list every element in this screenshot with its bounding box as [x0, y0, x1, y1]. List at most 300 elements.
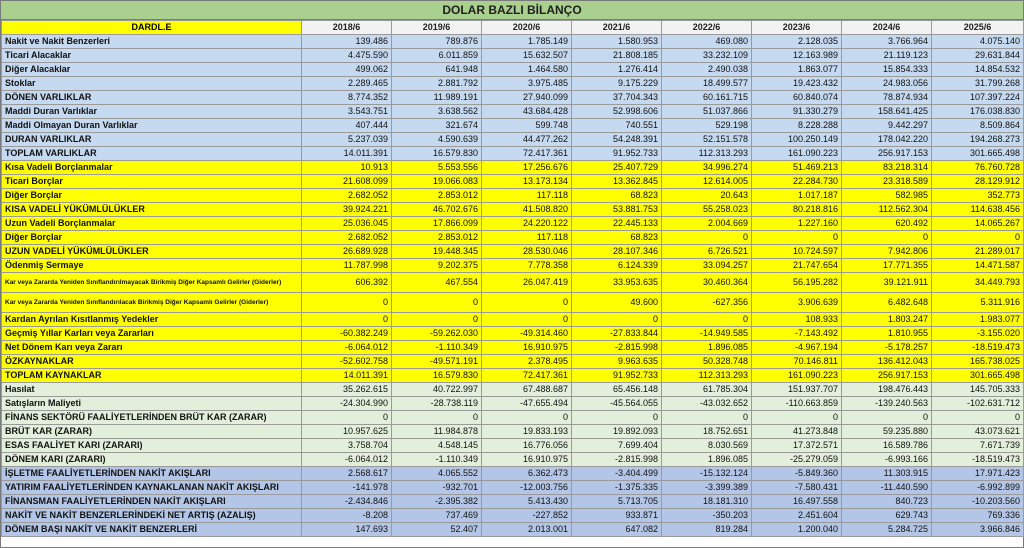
period-header: 2018/6: [302, 21, 392, 35]
value-cell: 22.284.730: [752, 175, 842, 189]
value-cell: 16.910.975: [482, 341, 572, 355]
period-header: 2022/6: [662, 21, 752, 35]
value-cell: 117.118: [482, 189, 572, 203]
value-cell: -12.003.756: [482, 481, 572, 495]
value-cell: 198.476.443: [842, 383, 932, 397]
value-cell: -49.571.191: [392, 355, 482, 369]
value-cell: 0: [752, 231, 842, 245]
value-cell: 112.313.293: [662, 369, 752, 383]
value-cell: 21.119.123: [842, 49, 932, 63]
value-cell: 0: [572, 411, 662, 425]
table-row: [2, 397, 1024, 411]
value-cell: -350.203: [662, 509, 752, 523]
value-cell: 108.933: [752, 313, 842, 327]
value-cell: 33.232.109: [662, 49, 752, 63]
value-cell: 60.161.715: [662, 91, 752, 105]
value-cell: -3.155.020: [932, 327, 1024, 341]
value-cell: -227.852: [482, 509, 572, 523]
value-cell: -45.564.055: [572, 397, 662, 411]
row-label: Diğer Borçlar: [2, 231, 302, 245]
value-cell: 12.614.005: [662, 175, 752, 189]
table-row: [2, 509, 1024, 523]
value-cell: -49.314.460: [482, 327, 572, 341]
period-header: 2020/6: [482, 21, 572, 35]
value-cell: 2.013.001: [482, 523, 572, 537]
value-cell: 19.066.083: [392, 175, 482, 189]
value-cell: 301.665.498: [932, 147, 1024, 161]
value-cell: 4.475.590: [302, 49, 392, 63]
value-cell: -47.655.494: [482, 397, 572, 411]
table-row: [2, 293, 1024, 313]
value-cell: 16.497.558: [752, 495, 842, 509]
value-cell: 72.417.361: [482, 147, 572, 161]
row-label: Maddi Duran Varlıklar: [2, 105, 302, 119]
row-label: FİNANSMAN FAALİYETLERİNDEN NAKİT AKIŞLARI: [2, 495, 302, 509]
value-cell: 0: [302, 293, 392, 313]
value-cell: 7.699.404: [572, 439, 662, 453]
value-cell: 16.579.830: [392, 369, 482, 383]
table-row: [2, 495, 1024, 509]
table-row: [2, 313, 1024, 327]
value-cell: 12.163.989: [752, 49, 842, 63]
value-cell: -11.440.590: [842, 481, 932, 495]
value-cell: 28.107.346: [572, 245, 662, 259]
value-cell: 1.227.160: [752, 217, 842, 231]
value-cell: 161.090.223: [752, 147, 842, 161]
value-cell: -2.815.998: [572, 453, 662, 467]
value-cell: 5.311.916: [932, 293, 1024, 313]
table-row: [2, 175, 1024, 189]
value-cell: 769.336: [932, 509, 1024, 523]
value-cell: 0: [302, 411, 392, 425]
value-cell: 8.030.569: [662, 439, 752, 453]
value-cell: -1.110.349: [392, 341, 482, 355]
value-cell: 11.984.878: [392, 425, 482, 439]
value-cell: 6.124.339: [572, 259, 662, 273]
value-cell: 1.803.247: [842, 313, 932, 327]
table-row: [2, 77, 1024, 91]
value-cell: 8.228.288: [752, 119, 842, 133]
value-cell: 17.372.571: [752, 439, 842, 453]
value-cell: 30.460.364: [662, 273, 752, 293]
value-cell: 8.509.864: [932, 119, 1024, 133]
value-cell: 78.874.934: [842, 91, 932, 105]
value-cell: 33.094.257: [662, 259, 752, 273]
table-row: [2, 133, 1024, 147]
value-cell: 0: [662, 231, 752, 245]
value-cell: 1.983.077: [932, 313, 1024, 327]
row-label: YATIRIM FAALİYETLERİNDEN KAYNAKLANAN NAKİT AKIŞLARI: [2, 481, 302, 495]
value-cell: -6.992.899: [932, 481, 1024, 495]
value-cell: 25.407.729: [572, 161, 662, 175]
table-row: [2, 35, 1024, 49]
value-cell: 7.942.806: [842, 245, 932, 259]
row-label: DURAN VARLIKLAR: [2, 133, 302, 147]
table-body: [2, 35, 1024, 537]
table-row: [2, 231, 1024, 245]
value-cell: 34.449.793: [932, 273, 1024, 293]
value-cell: -4.967.194: [752, 341, 842, 355]
row-label: DÖNEM KARI (ZARARI): [2, 453, 302, 467]
value-cell: 52.407: [392, 523, 482, 537]
table-row: [2, 523, 1024, 537]
value-cell: 2.881.792: [392, 77, 482, 91]
value-cell: 16.589.786: [842, 439, 932, 453]
value-cell: 2.289.465: [302, 77, 392, 91]
value-cell: 407.444: [302, 119, 392, 133]
value-cell: 0: [482, 293, 572, 313]
value-cell: 2.853.012: [392, 231, 482, 245]
value-cell: 65.456.148: [572, 383, 662, 397]
value-cell: -627.356: [662, 293, 752, 313]
row-label: Kar veya Zararda Yeniden Sınıflandırılacak Birikmiş Diğer Kapsamlı Gelirler (Giderler): [2, 293, 302, 313]
value-cell: 20.643: [662, 189, 752, 203]
value-cell: 3.966.846: [932, 523, 1024, 537]
value-cell: 301.665.498: [932, 369, 1024, 383]
value-cell: 4.075.140: [932, 35, 1024, 49]
value-cell: 161.090.223: [752, 369, 842, 383]
value-cell: 139.486: [302, 35, 392, 49]
row-label: Ticari Alacaklar: [2, 49, 302, 63]
value-cell: 51.037.866: [662, 105, 752, 119]
row-label: Hasılat: [2, 383, 302, 397]
value-cell: 740.551: [572, 119, 662, 133]
value-cell: 4.548.145: [392, 439, 482, 453]
value-cell: 15.632.507: [482, 49, 572, 63]
row-label: Kısa Vadeli Borçlanmalar: [2, 161, 302, 175]
value-cell: 6.011.859: [392, 49, 482, 63]
value-cell: 44.477.262: [482, 133, 572, 147]
value-cell: 1.276.414: [572, 63, 662, 77]
value-cell: 59.235.880: [842, 425, 932, 439]
value-cell: 54.248.391: [572, 133, 662, 147]
row-label: Uzun Vadeli Borçlanmalar: [2, 217, 302, 231]
value-cell: 61.785.304: [662, 383, 752, 397]
value-cell: 641.948: [392, 63, 482, 77]
value-cell: 737.469: [392, 509, 482, 523]
period-header: 2019/6: [392, 21, 482, 35]
table-row: [2, 49, 1024, 63]
value-cell: 18.499.577: [662, 77, 752, 91]
value-cell: 6.726.521: [662, 245, 752, 259]
value-cell: 9.442.297: [842, 119, 932, 133]
value-cell: 17.771.355: [842, 259, 932, 273]
value-cell: 2.128.035: [752, 35, 842, 49]
table-row: [2, 439, 1024, 453]
table-row: [2, 161, 1024, 175]
value-cell: 0: [572, 313, 662, 327]
value-cell: -27.833.844: [572, 327, 662, 341]
period-header: 2021/6: [572, 21, 662, 35]
value-cell: -141.978: [302, 481, 392, 495]
table-row: [2, 481, 1024, 495]
value-cell: 2.853.012: [392, 189, 482, 203]
row-label: Net Dönem Karı veya Zararı: [2, 341, 302, 355]
value-cell: 24.220.122: [482, 217, 572, 231]
value-cell: 2.682.052: [302, 231, 392, 245]
row-label: NAKİT VE NAKİT BENZERLERİNDEKİ NET ARTIŞ (AZALIŞ): [2, 509, 302, 523]
value-cell: 3.975.485: [482, 77, 572, 91]
row-label: KISA VADELİ YÜKÜMLÜLÜKLER: [2, 203, 302, 217]
value-cell: -14.949.585: [662, 327, 752, 341]
value-cell: 3.638.562: [392, 105, 482, 119]
value-cell: 582.985: [842, 189, 932, 203]
row-label: TOPLAM VARLIKLAR: [2, 147, 302, 161]
value-cell: 176.038.830: [932, 105, 1024, 119]
value-cell: 256.917.153: [842, 147, 932, 161]
value-cell: 117.118: [482, 231, 572, 245]
row-label: Satışların Maliyeti: [2, 397, 302, 411]
value-cell: 1.896.085: [662, 453, 752, 467]
value-cell: 819.284: [662, 523, 752, 537]
value-cell: 1.464.580: [482, 63, 572, 77]
table-row: [2, 259, 1024, 273]
value-cell: 14.854.532: [932, 63, 1024, 77]
value-cell: -932.701: [392, 481, 482, 495]
value-cell: 165.738.025: [932, 355, 1024, 369]
row-label: İŞLETME FAALİYETLERİNDEN NAKİT AKIŞLARI: [2, 467, 302, 481]
value-cell: 40.722.997: [392, 383, 482, 397]
value-cell: 53.881.753: [572, 203, 662, 217]
value-cell: 194.268.273: [932, 133, 1024, 147]
value-cell: 2.004.669: [662, 217, 752, 231]
value-cell: 0: [662, 313, 752, 327]
value-cell: 72.417.361: [482, 369, 572, 383]
period-header: 2025/6: [932, 21, 1024, 35]
table-row: [2, 355, 1024, 369]
value-cell: -18.519.473: [932, 341, 1024, 355]
value-cell: -10.203.560: [932, 495, 1024, 509]
value-cell: 16.579.830: [392, 147, 482, 161]
value-cell: -8.208: [302, 509, 392, 523]
value-cell: 1.580.953: [572, 35, 662, 49]
value-cell: 16.776.056: [482, 439, 572, 453]
value-cell: 8.774.352: [302, 91, 392, 105]
table-row: [2, 327, 1024, 341]
value-cell: 256.917.153: [842, 369, 932, 383]
value-cell: -18.519.473: [932, 453, 1024, 467]
value-cell: 5.284.725: [842, 523, 932, 537]
value-cell: -28.738.119: [392, 397, 482, 411]
value-cell: 10.913: [302, 161, 392, 175]
value-cell: 4.065.552: [392, 467, 482, 481]
value-cell: 17.971.423: [932, 467, 1024, 481]
value-cell: 80.218.816: [752, 203, 842, 217]
value-cell: -2.434.846: [302, 495, 392, 509]
value-cell: -7.143.492: [752, 327, 842, 341]
row-label: Maddi Olmayan Duran Varlıklar: [2, 119, 302, 133]
row-label: BRÜT KAR (ZARAR): [2, 425, 302, 439]
value-cell: -7.580.431: [752, 481, 842, 495]
value-cell: 29.631.844: [932, 49, 1024, 63]
value-cell: -3.404.499: [572, 467, 662, 481]
value-cell: 22.445.133: [572, 217, 662, 231]
value-cell: 606.392: [302, 273, 392, 293]
value-cell: -1.375.335: [572, 481, 662, 495]
value-cell: 9.963.635: [572, 355, 662, 369]
value-cell: 28.530.046: [482, 245, 572, 259]
value-cell: 21.608.099: [302, 175, 392, 189]
value-cell: 0: [392, 313, 482, 327]
value-cell: 9.175.229: [572, 77, 662, 91]
row-label: Diğer Alacaklar: [2, 63, 302, 77]
value-cell: 6.482.648: [842, 293, 932, 313]
value-cell: 18.752.651: [662, 425, 752, 439]
value-cell: 50.328.748: [662, 355, 752, 369]
value-cell: 14.011.391: [302, 369, 392, 383]
value-cell: -3.399.389: [662, 481, 752, 495]
row-label: Diğer Borçlar: [2, 189, 302, 203]
value-cell: 2.378.495: [482, 355, 572, 369]
value-cell: 26.689.928: [302, 245, 392, 259]
value-cell: 5.237.039: [302, 133, 392, 147]
value-cell: 19.892.093: [572, 425, 662, 439]
value-cell: 1.896.085: [662, 341, 752, 355]
value-cell: 2.451.604: [752, 509, 842, 523]
value-cell: 41.273.848: [752, 425, 842, 439]
table-row: [2, 189, 1024, 203]
value-cell: 352.773: [932, 189, 1024, 203]
value-cell: 21.747.654: [752, 259, 842, 273]
value-cell: 31.799.268: [932, 77, 1024, 91]
row-label: ÖZKAYNAKLAR: [2, 355, 302, 369]
table-row: [2, 203, 1024, 217]
value-cell: 10.957.625: [302, 425, 392, 439]
value-cell: 1.785.149: [482, 35, 572, 49]
value-cell: 840.723: [842, 495, 932, 509]
value-cell: 15.854.333: [842, 63, 932, 77]
table-row: [2, 383, 1024, 397]
value-cell: 68.823: [572, 189, 662, 203]
value-cell: 6.362.473: [482, 467, 572, 481]
table-row: [2, 369, 1024, 383]
value-cell: 37.704.343: [572, 91, 662, 105]
value-cell: 17.866.099: [392, 217, 482, 231]
table-row: [2, 245, 1024, 259]
value-cell: 35.262.615: [302, 383, 392, 397]
value-cell: 467.554: [392, 273, 482, 293]
value-cell: 0: [752, 411, 842, 425]
value-cell: 100.250.149: [752, 133, 842, 147]
value-cell: 1.810.955: [842, 327, 932, 341]
value-cell: 52.151.578: [662, 133, 752, 147]
value-cell: 91.952.733: [572, 147, 662, 161]
value-cell: -1.110.349: [392, 453, 482, 467]
value-cell: 629.743: [842, 509, 932, 523]
value-cell: -2.395.382: [392, 495, 482, 509]
value-cell: -5.849.360: [752, 467, 842, 481]
value-cell: 5.413.430: [482, 495, 572, 509]
value-cell: 933.871: [572, 509, 662, 523]
table-row: [2, 411, 1024, 425]
value-cell: -6.064.012: [302, 453, 392, 467]
table-row: [2, 273, 1024, 293]
row-label: Kar veya Zararda Yeniden Sınıflandırılmayacak Birikmiş Diğer Kapsamlı Gelirler (Giderler): [2, 273, 302, 293]
value-cell: 9.202.375: [392, 259, 482, 273]
value-cell: 178.042.220: [842, 133, 932, 147]
value-cell: 145.705.333: [932, 383, 1024, 397]
value-cell: 2.682.052: [302, 189, 392, 203]
period-header: 2024/6: [842, 21, 932, 35]
row-label: FİNANS SEKTÖRÜ FAALİYETLERİNDEN BRÜT KAR (ZARAR): [2, 411, 302, 425]
value-cell: 0: [302, 313, 392, 327]
value-cell: 112.313.293: [662, 147, 752, 161]
value-cell: 0: [842, 411, 932, 425]
value-cell: 4.590.639: [392, 133, 482, 147]
value-cell: 0: [392, 411, 482, 425]
value-cell: 1.863.077: [752, 63, 842, 77]
value-cell: -52.602.758: [302, 355, 392, 369]
row-label: Stoklar: [2, 77, 302, 91]
value-cell: -60.382.249: [302, 327, 392, 341]
value-cell: 11.989.191: [392, 91, 482, 105]
value-cell: -25.279.059: [752, 453, 842, 467]
value-cell: 10.724.597: [752, 245, 842, 259]
value-cell: 13.362.845: [572, 175, 662, 189]
value-cell: 28.129.912: [932, 175, 1024, 189]
row-label: DÖNEM BAŞI NAKİT VE NAKİT BENZERLERİ: [2, 523, 302, 537]
value-cell: 5.553.556: [392, 161, 482, 175]
value-cell: 19.833.193: [482, 425, 572, 439]
value-cell: 3.766.964: [842, 35, 932, 49]
value-cell: 27.940.099: [482, 91, 572, 105]
value-cell: 23.318.589: [842, 175, 932, 189]
value-cell: 151.937.707: [752, 383, 842, 397]
value-cell: 647.082: [572, 523, 662, 537]
table-row: [2, 425, 1024, 439]
table-row: [2, 467, 1024, 481]
row-label: Ticari Borçlar: [2, 175, 302, 189]
value-cell: 17.256.676: [482, 161, 572, 175]
value-cell: 34.996.274: [662, 161, 752, 175]
value-cell: 11.787.998: [302, 259, 392, 273]
value-cell: 26.047.419: [482, 273, 572, 293]
table-row: [2, 63, 1024, 77]
value-cell: 19.423.432: [752, 77, 842, 91]
value-cell: 56.195.282: [752, 273, 842, 293]
value-cell: 55.258.023: [662, 203, 752, 217]
value-cell: 0: [482, 313, 572, 327]
value-cell: 21.289.017: [932, 245, 1024, 259]
value-cell: -59.262.030: [392, 327, 482, 341]
row-label: DÖNEN VARLIKLAR: [2, 91, 302, 105]
value-cell: 76.760.728: [932, 161, 1024, 175]
value-cell: 11.303.915: [842, 467, 932, 481]
row-label: UZUN VADELİ YÜKÜMLÜLÜKLER: [2, 245, 302, 259]
value-cell: 14.065.267: [932, 217, 1024, 231]
table-row: [2, 91, 1024, 105]
value-cell: 49.600: [572, 293, 662, 313]
value-cell: 14.471.587: [932, 259, 1024, 273]
row-label: TOPLAM KAYNAKLAR: [2, 369, 302, 383]
value-cell: 599.748: [482, 119, 572, 133]
value-cell: 91.952.733: [572, 369, 662, 383]
value-cell: 14.011.391: [302, 147, 392, 161]
balance-table: [1, 20, 1024, 537]
value-cell: 321.674: [392, 119, 482, 133]
value-cell: 0: [842, 231, 932, 245]
value-cell: -102.631.712: [932, 397, 1024, 411]
value-cell: -2.815.998: [572, 341, 662, 355]
value-cell: 91.330.279: [752, 105, 842, 119]
value-cell: -15.132.124: [662, 467, 752, 481]
value-cell: 112.562.304: [842, 203, 932, 217]
value-cell: -24.304.990: [302, 397, 392, 411]
value-cell: -6.993.166: [842, 453, 932, 467]
value-cell: 52.998.606: [572, 105, 662, 119]
value-cell: 16.910.975: [482, 453, 572, 467]
value-cell: 114.638.456: [932, 203, 1024, 217]
